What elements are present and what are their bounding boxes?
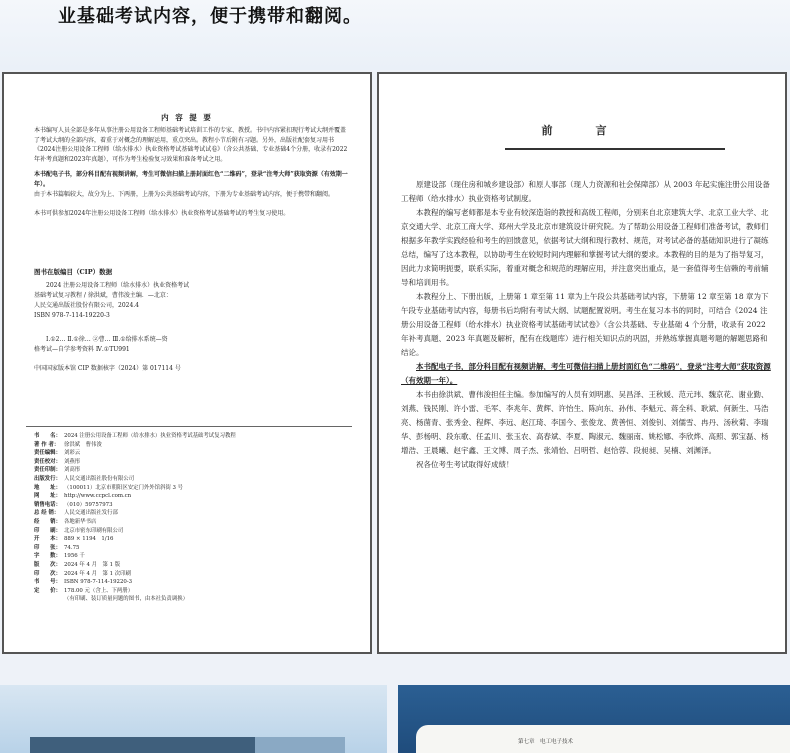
- pub-row: 印 张： 74.75: [34, 544, 80, 551]
- preface-paragraph-ebook: 本书配电子书，部分科目配有视频讲解，考生可微信扫描上册封面红色“二维码”，登录“注考大师”获取资源（有效期一年）。: [401, 362, 771, 385]
- cip-classify-1: Ⅰ.①2… Ⅱ.①徐… ②曹… Ⅲ.①给排水系统—资: [46, 336, 168, 343]
- summary-heading: 内 容 提 要: [161, 113, 213, 122]
- pub-row: 印 刷： 北京市密东印刷有限公司: [34, 527, 124, 534]
- pub-row: 字 数： 1956 千: [34, 553, 85, 560]
- preface-paragraph: 本教程的编写老师都是本专业有较深造诣的教授和高级工程师，分别来自北京建筑大学、北京工业大学、北京交通大学、北京工商大学、郑州大学及北京市建筑设计研究院。为了帮助公用设备工程师们准备考试，教师们根据多年教学实践经验和考生的回馈意见，依据考试大纲和现行教材、规范，对考试必备的基础知识进行了凝练总结，编写了这本教程，以协助考生在较短时间内理解和掌握考试大纲的要求。本教程的目的是为了指导复习，因此力求简明扼要，联系实际，着重对概念和规范的理解应用，并注意突出重点，是一套值得考生信赖的考前辅导和培训用书。: [401, 208, 769, 287]
- pub-row: 责任编辑： 刘彩云: [34, 450, 81, 457]
- pub-row: （有印刷、装订质量问题的图书，由本社负责调换）: [64, 596, 188, 603]
- preface-paragraph-authors: 本书由徐洪斌、曹伟浚担任主编。参加编写的人员有刘明惠、吴昌泽、王秋媛、范元玮、魏京花、谢业勤、刘燕、钱民刚、许小雷、毛军、李兆年、黄辉、许怡生、陈向东、孙伟、李魁元、蒋全科、耿斌、何新生、马浩亮、杨菌青、张秀金、程辉、李远、赵江琦、李国今、张俊龙、黄善恒、刘俊钊、刘儒雪、冉丹、汤秋菊、李瑞华、彭杨明、段东歌、任孟川、张玉农、高春斌、李夏、陶淑元、魏丽南、姚松娜、李欣烨、高照、郭宝磊、杨增浩、王晨曦、赵宇鑫、王文博、周子杰、张靖怡、吕明哲、赵恰蓉、段昶昶、吴楠、刘渊泽。: [401, 390, 769, 455]
- pub-row: 经 销： 各地新华书店: [34, 518, 97, 525]
- banner-title: 业基础考试内容，便于携带和翻阅。: [58, 6, 362, 27]
- pub-row: 定 价： 178.00 元（含上、下两册）: [34, 587, 134, 594]
- summary-paragraph-2: 本书配电子书，部分科目配有视频讲解，考生可微信扫描上册封面红色“二维码”，登录“注考大师”获取资源（有效期一年）。: [34, 171, 348, 188]
- bottom-photo-left: [0, 685, 387, 753]
- pub-row: 责任印制： 刘高彤: [34, 467, 81, 474]
- pub-row: 责任校对： 刘燕彤: [34, 458, 81, 465]
- pub-row: 网 址： http://www.ccpcl.com.cn: [34, 493, 132, 500]
- summary-paragraph-1: 本书编写人员全部是多年从事注册公用设备工程师基础考试培训工作的专家、教授。书中内容紧扣现行考试大纲并覆盖了考试大纲的全部内容，着重于对概念的理解运用，重点突出。教程小节后附有习题。另外，出版社配套复习用书《2024注册公用设备工程师（给水排水）执业资格考试基础考试试卷》（含公共基础、专业基础4个分册，收录有2022年补考真题和2023年真题），可作为考生检验复习效果和准备考试之用。: [34, 127, 348, 163]
- pub-row: 总 经 销： 人民交通出版社发行部: [34, 510, 118, 517]
- summary-paragraph-4: 本书可供参加2024年注册公用设备工程师（给水排水）执业资格考试基础考试的考生复习使用。: [34, 210, 290, 217]
- preface-title: 前 言: [541, 124, 623, 137]
- cip-line: 人民交通出版社股份有限公司，2024.4: [34, 302, 139, 309]
- cip-line: 基础考试复习教程 / 徐洪斌，曹伟浚主编．—北京：: [34, 292, 172, 299]
- preface-paragraph: 本教程分上、下册出版，上册第 1 章至第 11 章为上午段公共基础考试内容，下册第 12 章至第 18 章为下午段专业基础考试内容，每册书后均附有考试大纲、试题配置说明。考生在复习本书的同时，可结合《2024 注册公用设备工程师（给水排水）执业资格考试基础考试试卷》（含公共基础、专业基础 4 个分册，收录有 2022 年补考真题、2023 年真题及解析，配有在线题库）进行相关知识点的巩固，并熟练掌握真题考题的解题思路和结论。: [401, 292, 769, 357]
- pub-row: 书 号： ISBN 978-7-114-19220-3: [34, 579, 133, 586]
- chapter-header: 第七章 电工电子技术: [518, 739, 574, 745]
- cip-title: 图书在版编目（CIP）数据: [34, 268, 113, 276]
- preface-paragraph: 原建设部（现住房和城乡建设部）和原人事部（现人力资源和社会保障部）从 2003 年起实施注册公用设备工程师（给水排水）执业资格考试制度。: [401, 180, 770, 203]
- cip-block: [34, 281, 354, 355]
- banner: [0, 0, 790, 70]
- pub-row: 开 本： 889 × 1194 1/16: [34, 536, 114, 543]
- preface-paragraph-closing: 祝各位考生考试取得好成绩！: [416, 460, 514, 469]
- publication-info: [34, 432, 354, 604]
- cip-line: 2024 注册公用设备工程师（给水排水）执业资格考试: [46, 282, 190, 289]
- open-book-page: [416, 725, 790, 753]
- divider: [26, 426, 352, 427]
- cip-record: 中国国家版本馆 CIP 数据核字（2024）第 017114 号: [34, 365, 181, 372]
- cip-line: ISBN 978-7-114-19220-3: [34, 312, 110, 319]
- pub-row: 地 址： （100011）北京市朝阳区安定门外外馆斜街 3 号: [34, 484, 184, 491]
- pub-row: 出版发行： 人民交通出版社股份有限公司: [34, 475, 135, 482]
- summary-paragraph-3: 由于本书篇幅较大，故分为上、下两册，上册为公共基础考试内容，下册为专业基础考试内容，便于携带和翻阅。: [34, 191, 335, 198]
- pub-row: 版 次： 2024 年 4 月 第 1 版: [34, 561, 121, 568]
- preface-page: [377, 72, 787, 654]
- pub-row: 书 名： 2024 注册公用设备工程师（给水排水）执业资格考试基础考试复习教程: [34, 433, 236, 439]
- title-underline: [505, 148, 725, 150]
- pub-row: 销售电话： （010）59757973: [34, 501, 113, 508]
- pub-row: 著 作 者： 徐洪斌 曹伟浚: [34, 441, 102, 448]
- preface-body: [401, 178, 771, 472]
- cip-classify-2: 格考试—自学参考资料 Ⅳ.①TU991: [34, 346, 130, 353]
- bottom-photo-right: [398, 685, 790, 753]
- pub-row: 印 次： 2024 年 4 月 第 1 次印刷: [34, 570, 131, 577]
- copyright-page: [2, 72, 372, 654]
- book-spine: [30, 737, 260, 753]
- book-cover-edge: [255, 737, 345, 753]
